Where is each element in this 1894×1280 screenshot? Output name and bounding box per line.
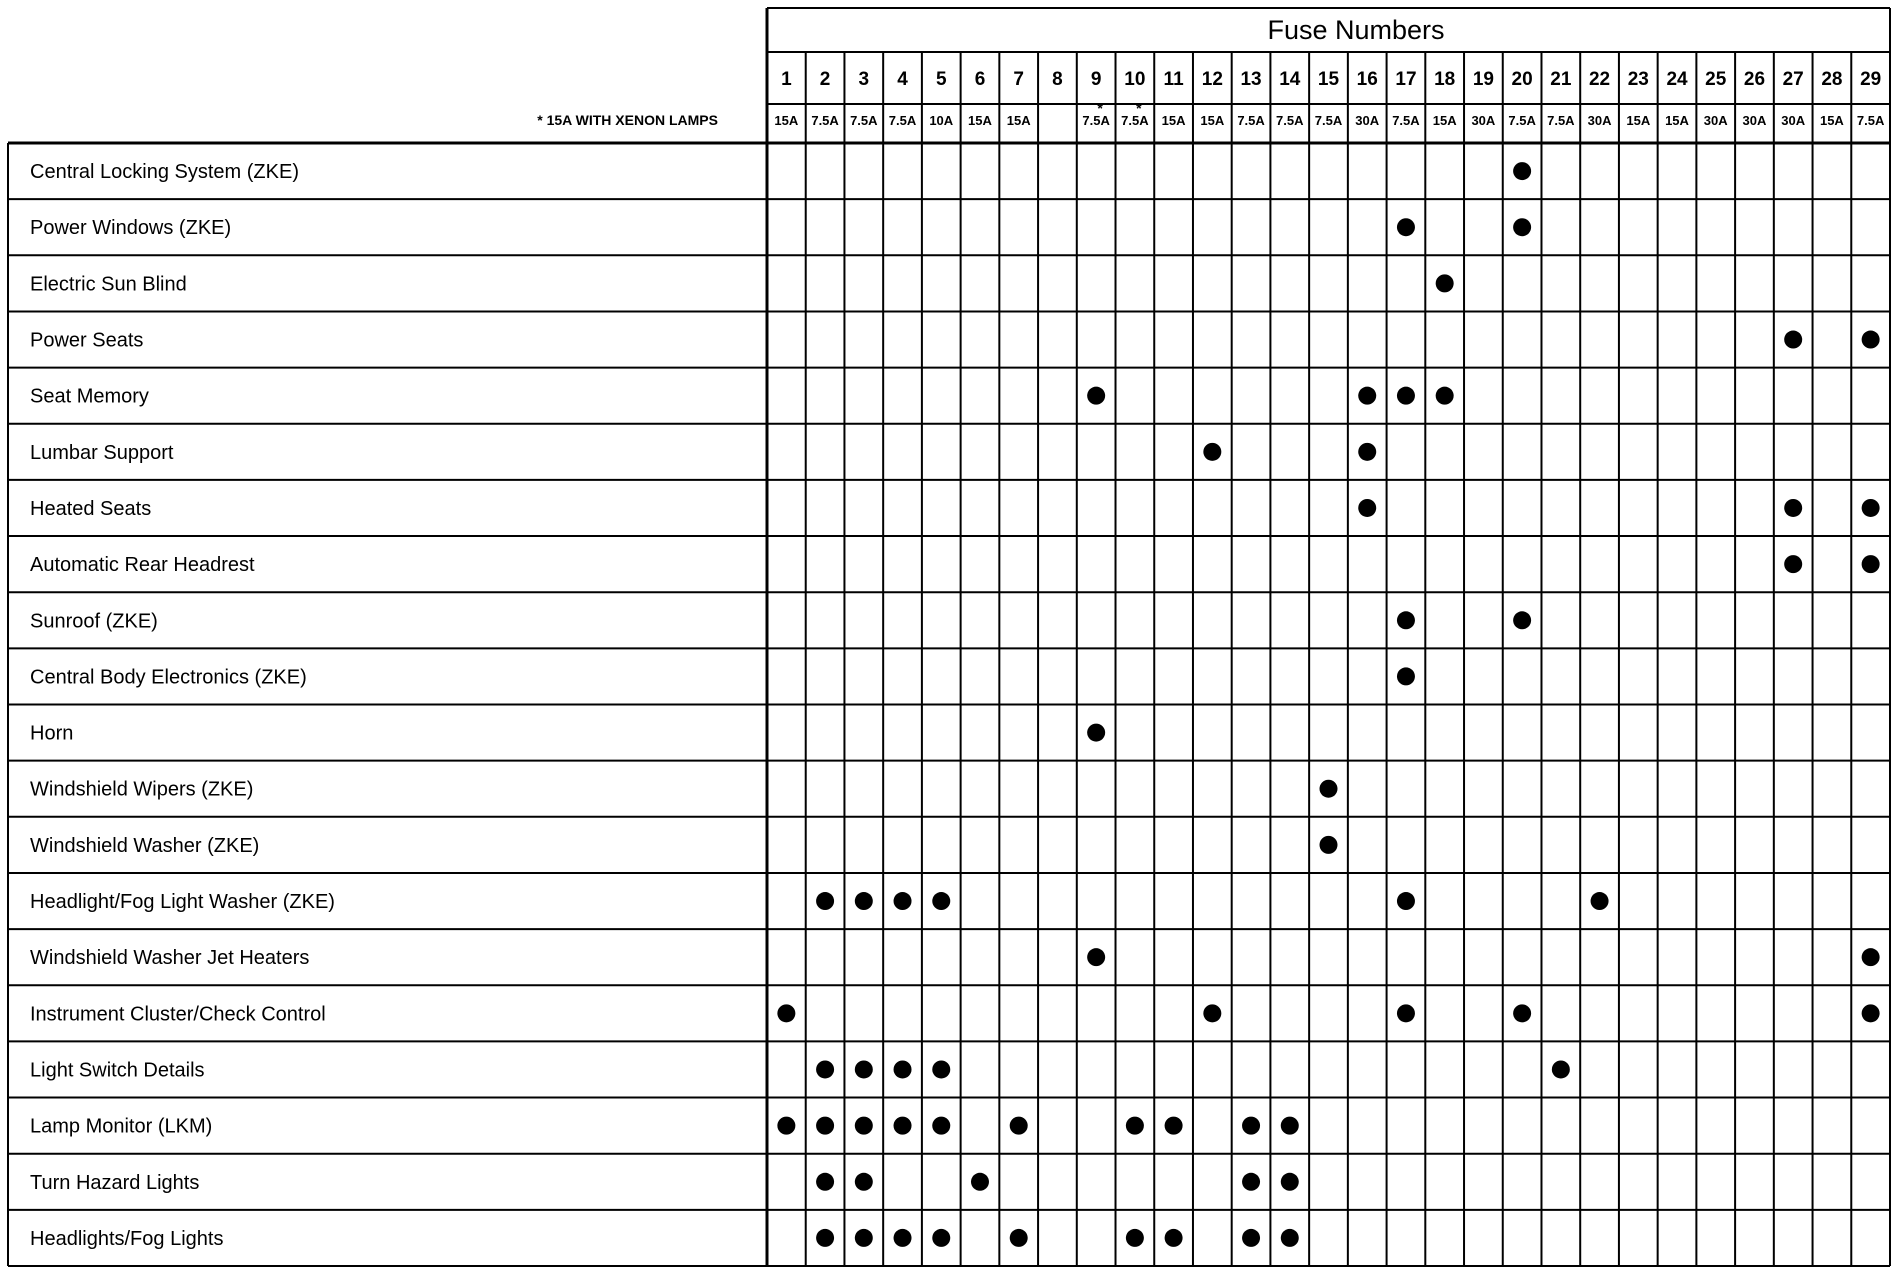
fuse-dot xyxy=(1513,1004,1531,1022)
fuse-number-28: 28 xyxy=(1821,69,1843,90)
fuse-number-8: 8 xyxy=(1052,69,1063,90)
fuse-rating-6: 15A xyxy=(968,113,992,128)
fuse-dot xyxy=(1436,274,1454,292)
fuse-rating-5: 10A xyxy=(929,113,954,128)
fuse-dot xyxy=(932,1117,950,1135)
fuse-number-9: 9 xyxy=(1090,69,1102,90)
fuse-rating-4: 7.5A xyxy=(888,113,917,128)
fuse-number-5: 5 xyxy=(935,69,947,90)
fuse-number-6: 6 xyxy=(974,69,986,90)
fuse-dot xyxy=(1591,892,1609,910)
fuse-rating-28: 15A xyxy=(1819,113,1844,128)
fuse-number-13: 13 xyxy=(1240,69,1262,90)
fuse-number-7: 7 xyxy=(1013,69,1024,90)
fuse-dot xyxy=(1513,162,1531,180)
fuse-number-18: 18 xyxy=(1434,69,1456,90)
fuse-dot xyxy=(1281,1229,1299,1247)
fuse-dot xyxy=(1513,611,1531,629)
fuse-dot xyxy=(1242,1229,1260,1247)
row-label: Windshield Washer (ZKE) xyxy=(30,834,260,857)
fuse-dot xyxy=(1087,387,1105,405)
fuse-rating-11: 15A xyxy=(1161,113,1186,128)
fuse-rating-16: 30A xyxy=(1355,113,1380,128)
row-label: Instrument Cluster/Check Control xyxy=(30,1003,326,1026)
fuse-dot xyxy=(1126,1117,1144,1135)
fuse-number-headers xyxy=(781,69,1881,90)
fuse-dot xyxy=(1862,555,1880,573)
fuse-dot xyxy=(1165,1117,1183,1135)
fuse-rating-13: 7.5A xyxy=(1237,113,1265,128)
xenon-star-mark: * xyxy=(1136,100,1142,116)
fuse-dot xyxy=(855,892,873,910)
fuse-dot xyxy=(1320,836,1338,854)
row-label: Headlight/Fog Light Washer (ZKE) xyxy=(30,891,335,914)
fuse-dot xyxy=(932,892,950,910)
fuse-number-17: 17 xyxy=(1395,69,1417,90)
fuse-rating-3: 7.5A xyxy=(850,113,878,128)
fuse-dot xyxy=(816,892,834,910)
fuse-rating-7: 15A xyxy=(1006,113,1031,128)
fuse-rating-23: 15A xyxy=(1626,113,1651,128)
fuse-dot xyxy=(1281,1117,1299,1135)
fuse-number-22: 22 xyxy=(1588,69,1611,90)
row-label: Central Body Electronics (ZKE) xyxy=(30,666,307,689)
row-label: Turn Hazard Lights xyxy=(30,1171,200,1194)
fuse-dot xyxy=(1087,948,1105,966)
fuse-rating-19: 30A xyxy=(1471,113,1496,128)
fuse-rating-26: 30A xyxy=(1742,113,1767,128)
row-label: Power Seats xyxy=(30,329,144,352)
fuse-number-20: 20 xyxy=(1511,69,1533,90)
fuse-dot xyxy=(1126,1229,1144,1247)
row-label: Light Switch Details xyxy=(30,1059,205,1082)
fuse-dot xyxy=(1242,1117,1260,1135)
fuse-number-4: 4 xyxy=(897,69,908,90)
fuse-rating-27: 30A xyxy=(1781,113,1806,128)
fuse-rating-15: 7.5A xyxy=(1314,113,1343,128)
fuse-number-21: 21 xyxy=(1550,69,1572,90)
fuse-dot xyxy=(1784,499,1802,517)
fuse-dot xyxy=(1862,331,1880,349)
fuse-dot xyxy=(1010,1117,1028,1135)
fuse-number-24: 24 xyxy=(1666,69,1688,90)
fuse-dot xyxy=(932,1060,950,1078)
fuse-dot xyxy=(1862,948,1880,966)
row-labels xyxy=(30,161,335,1250)
fuse-dot xyxy=(1397,892,1415,910)
fuse-rating-17: 7.5A xyxy=(1392,113,1420,128)
fuse-dot xyxy=(1165,1229,1183,1247)
fuse-dot xyxy=(777,1004,795,1022)
fuse-numbers-title: Fuse Numbers xyxy=(1267,15,1445,45)
fuse-number-16: 16 xyxy=(1356,69,1378,90)
fuse-dot xyxy=(855,1117,873,1135)
fuse-number-11: 11 xyxy=(1163,69,1184,90)
fuse-rating-10: 7.5A xyxy=(1121,113,1149,128)
fuse-rating-29: 7.5A xyxy=(1856,113,1885,128)
fuse-dot xyxy=(1281,1173,1299,1191)
fuse-dot xyxy=(1784,331,1802,349)
fuse-dot xyxy=(894,1229,912,1247)
fuse-number-29: 29 xyxy=(1860,69,1882,90)
fuse-dot xyxy=(855,1060,873,1078)
row-label: Windshield Washer Jet Heaters xyxy=(30,947,310,970)
fuse-dot xyxy=(1513,218,1531,236)
fuse-number-23: 23 xyxy=(1627,69,1649,90)
row-label: Headlights/Fog Lights xyxy=(30,1227,224,1250)
fuse-rating-25: 30A xyxy=(1703,113,1728,128)
fuse-dot xyxy=(894,1117,912,1135)
row-label: Sunroof (ZKE) xyxy=(30,610,158,633)
row-label: Horn xyxy=(30,722,74,745)
fuse-number-1: 1 xyxy=(781,69,792,90)
row-label: Electric Sun Blind xyxy=(30,273,187,296)
row-label: Central Locking System (ZKE) xyxy=(30,161,299,184)
fuse-dot xyxy=(894,892,912,910)
row-label: Seat Memory xyxy=(30,385,149,408)
fuse-number-3: 3 xyxy=(858,69,870,90)
fuse-rating-18: 15A xyxy=(1432,113,1457,128)
fuse-number-12: 12 xyxy=(1201,69,1223,90)
fuse-dot xyxy=(816,1173,834,1191)
fuse-dot xyxy=(1358,387,1376,405)
fuse-dot xyxy=(971,1173,989,1191)
xenon-star-mark: * xyxy=(1097,100,1103,116)
fuse-dot xyxy=(1397,611,1415,629)
row-label: Automatic Rear Headrest xyxy=(30,554,255,577)
row-label: Heated Seats xyxy=(30,497,152,520)
row-label: Windshield Wipers (ZKE) xyxy=(30,778,254,801)
fuse-dot xyxy=(1358,443,1376,461)
fuse-rating-22: 30A xyxy=(1587,113,1612,128)
fuse-dot xyxy=(1784,555,1802,573)
fuse-dot xyxy=(1862,499,1880,517)
fuse-dot xyxy=(1203,443,1221,461)
fuse-dot xyxy=(855,1229,873,1247)
fuse-dot xyxy=(777,1117,795,1135)
fuse-number-19: 19 xyxy=(1472,69,1494,90)
fuse-rating-24: 15A xyxy=(1665,113,1689,128)
fuse-dot xyxy=(1242,1173,1260,1191)
row-label: Lumbar Support xyxy=(30,441,174,464)
fuse-dot xyxy=(1397,1004,1415,1022)
fuse-rating-1: 15A xyxy=(774,113,799,128)
fuse-dot xyxy=(1397,218,1415,236)
fuse-rating-12: 15A xyxy=(1200,113,1225,128)
fuse-dot xyxy=(816,1060,834,1078)
fuse-dot xyxy=(894,1060,912,1078)
fuse-dot xyxy=(1397,387,1415,405)
fuse-dot xyxy=(1436,387,1454,405)
fuse-number-26: 26 xyxy=(1743,69,1766,90)
fuse-dot xyxy=(816,1117,834,1135)
fuse-number-14: 14 xyxy=(1279,69,1301,90)
fuse-number-25: 25 xyxy=(1705,69,1727,90)
fuse-dot xyxy=(1552,1060,1570,1078)
fuse-dot xyxy=(1203,1004,1221,1022)
fuse-rating-2: 7.5A xyxy=(811,113,839,128)
fuse-rating-20: 7.5A xyxy=(1508,113,1536,128)
fuse-dot xyxy=(1397,667,1415,685)
row-label: Power Windows (ZKE) xyxy=(30,217,232,240)
fuse-dot xyxy=(816,1229,834,1247)
fuse-number-2: 2 xyxy=(819,69,831,90)
grid-lines xyxy=(8,8,1890,1266)
fuse-rating-14: 7.5A xyxy=(1276,113,1304,128)
fuse-number-27: 27 xyxy=(1782,69,1804,90)
fuse-dot xyxy=(1320,780,1338,798)
fuse-number-15: 15 xyxy=(1317,69,1340,90)
fuse-rating-21: 7.5A xyxy=(1547,113,1575,128)
fuse-number-10: 10 xyxy=(1124,69,1146,90)
fuse-rating-9: 7.5A xyxy=(1082,113,1110,128)
fuse-dot xyxy=(1358,499,1376,517)
fuse-dot xyxy=(1087,724,1105,742)
fuse-dot xyxy=(855,1173,873,1191)
fuse-dot xyxy=(1862,1004,1880,1022)
row-label: Lamp Monitor (LKM) xyxy=(30,1115,213,1138)
fuse-dot xyxy=(932,1229,950,1247)
xenon-note: * 15A WITH XENON LAMPS xyxy=(537,112,718,128)
fuse-dot xyxy=(1010,1229,1028,1247)
